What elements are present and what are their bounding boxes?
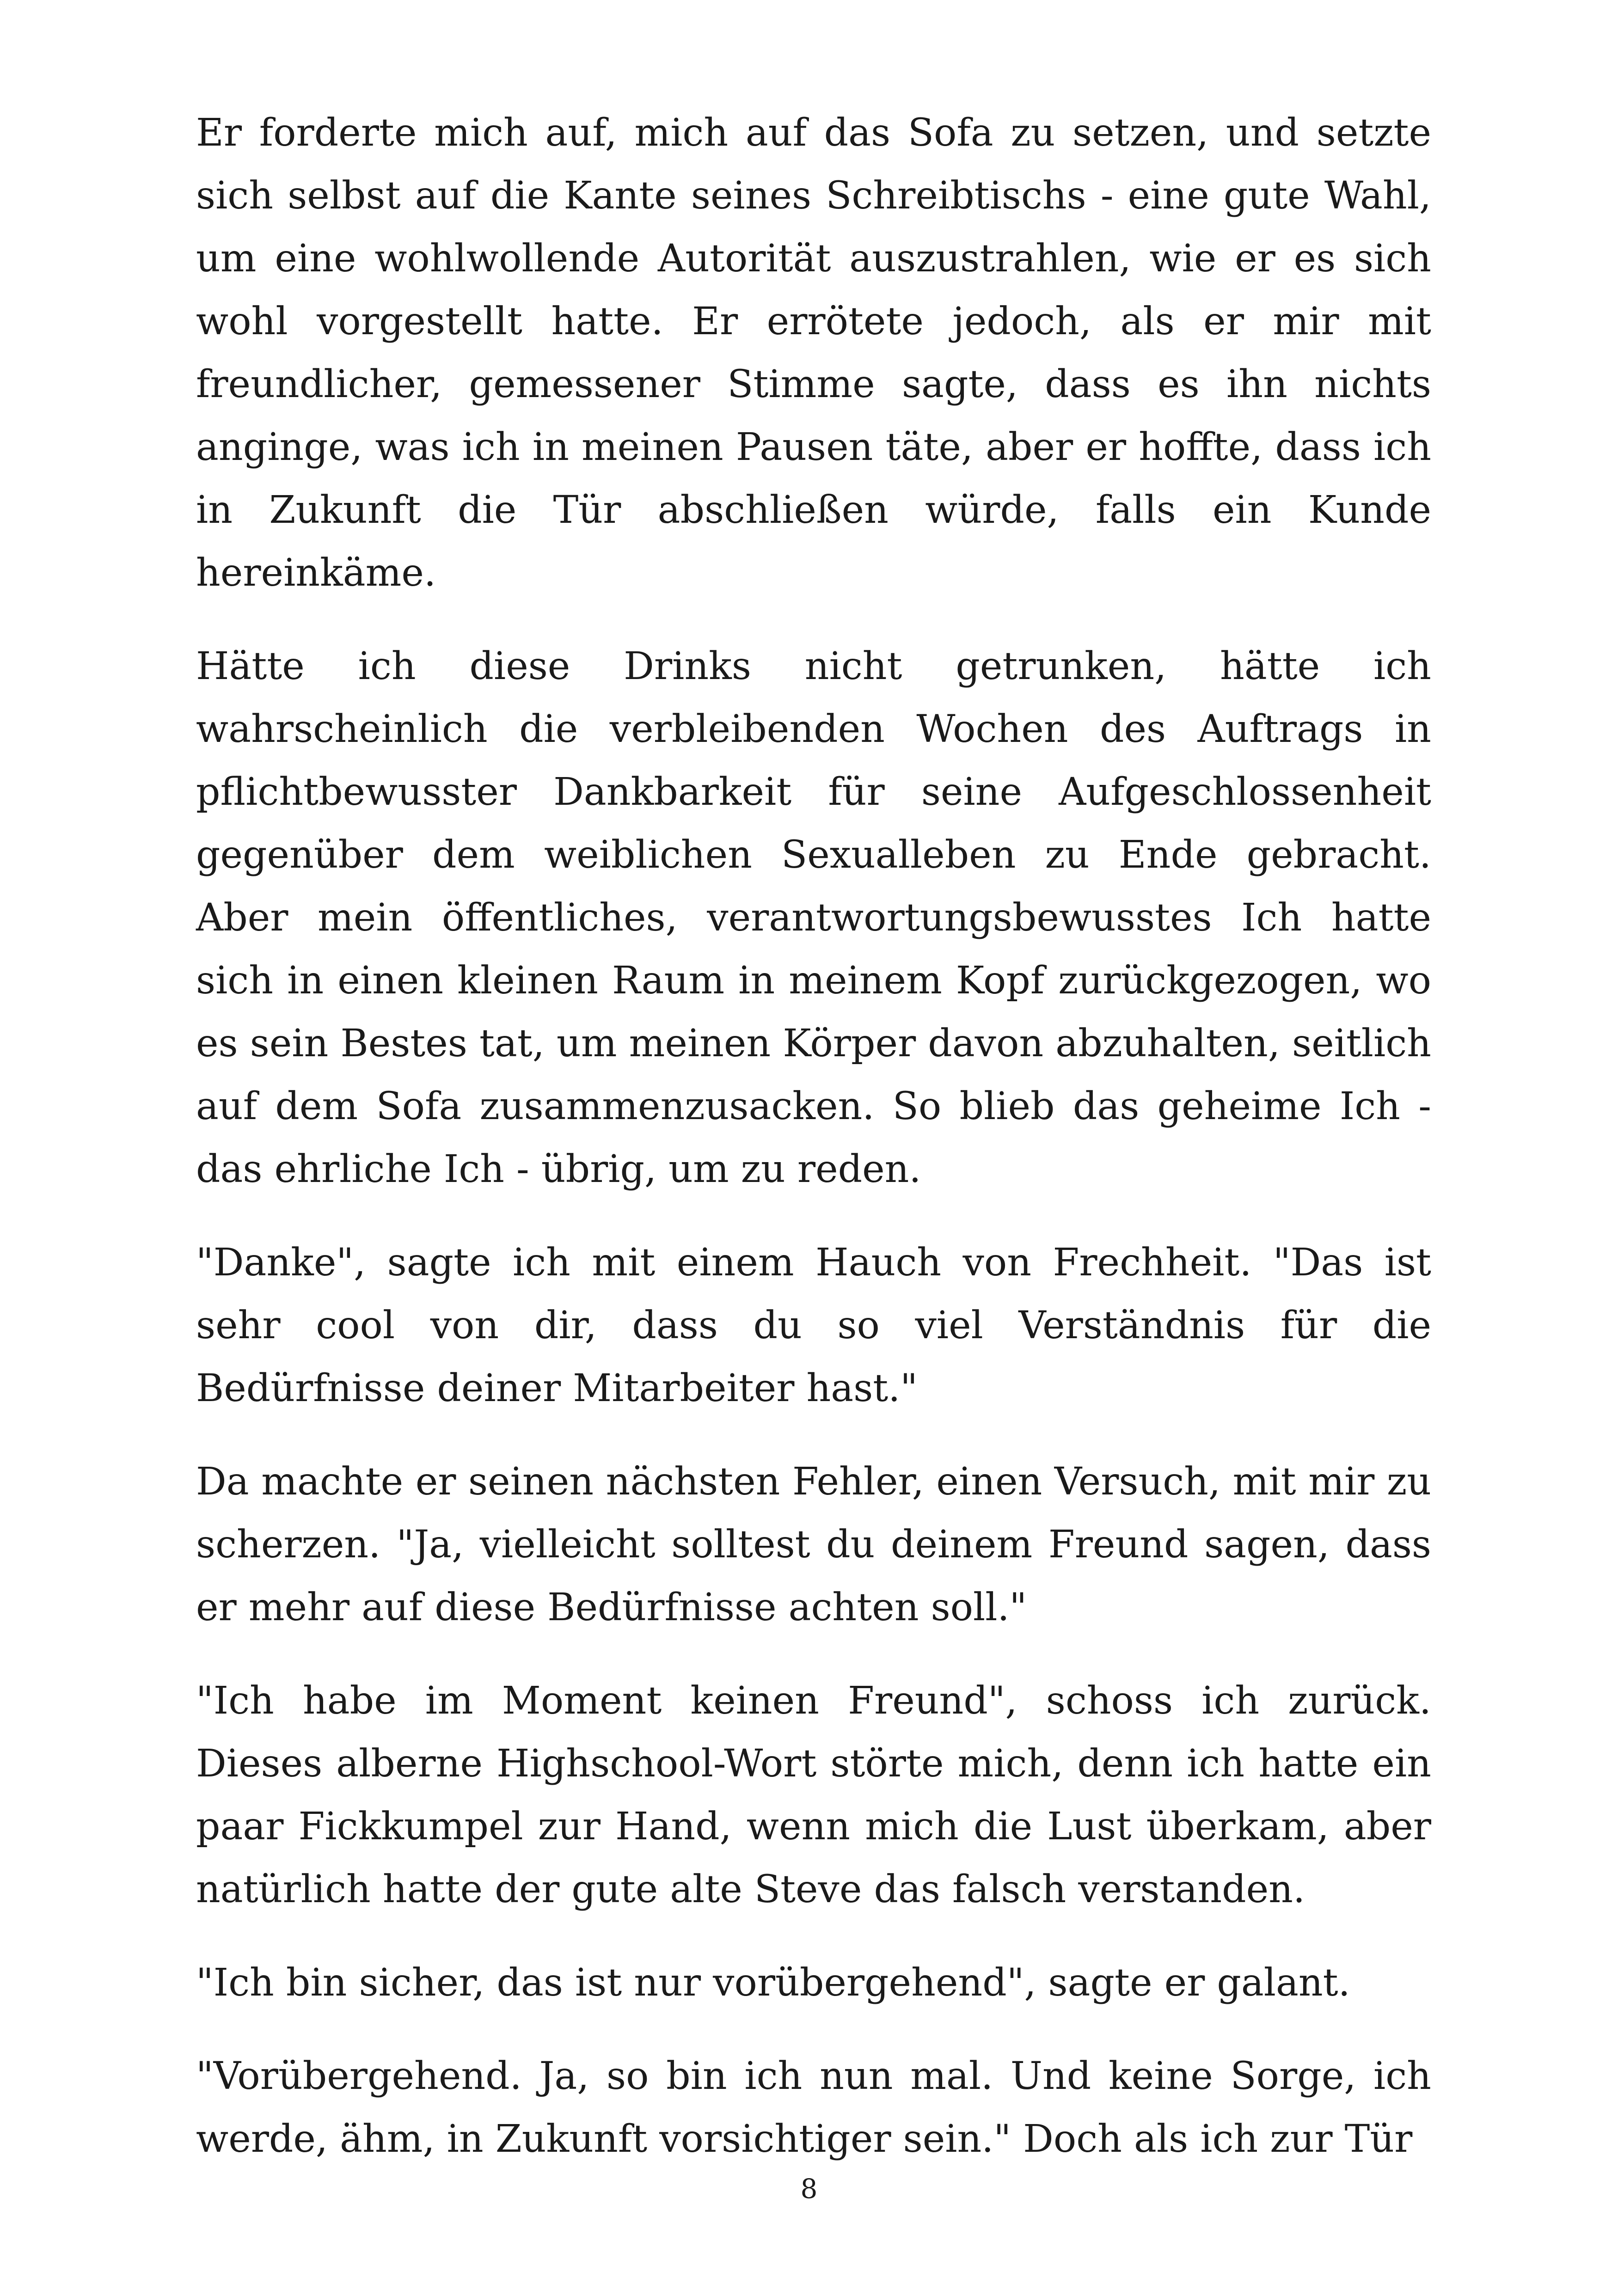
- body-text: [196, 102, 1431, 2201]
- paragraph-5: "Ich habe im Moment keinen Freund", schoss ich zurück. Dieses alberne Highschool-Wort störte mich, denn ich hatte ein paar Fickkumpel zur Hand, wenn mich die Lust überkam, aber natürlich hatte der gute alte Steve das falsch verstanden.: [196, 1679, 1431, 1911]
- paragraph-3: "Danke", sagte ich mit einem Hauch von Frechheit. "Das ist sehr cool von dir, dass du so viel Verständnis für die Bedürfnisse deiner Mitarbeiter hast.": [196, 1241, 1431, 1410]
- paragraph-7: "Vorübergehend. Ja, so bin ich nun mal. Und keine Sorge, ich werde, ähm, in Zukunft vorsichtiger sein." Doch als ich zur Tür: [196, 2054, 1431, 2161]
- page-number: 8: [800, 2173, 818, 2204]
- paragraph-2: Hätte ich diese Drinks nicht getrunken, hätte ich wahrscheinlich die verbleibenden Wochen des Auftrags in pflichtbewusster Dankbarkeit für seine Aufgeschlossenheit gegenüber dem weiblichen Sexualleben zu Ende gebracht. Aber mein öffentliches, verantwortungsbewusstes Ich hatte sich in einen kleinen Raum in meinem Kopf zurückgezogen, wo es sein Bestes tat, um meinen Körper davon abzuhalten, seitlich auf dem Sofa zusammenzusacken. So blieb das geheime Ich - das ehrliche Ich - übrig, um zu reden.: [196, 644, 1431, 1191]
- paragraph-4: Da machte er seinen nächsten Fehler, einen Versuch, mit mir zu scherzen. "Ja, vielleicht solltest du deinem Freund sagen, dass er mehr auf diese Bedürfnisse achten soll.": [196, 1460, 1431, 1629]
- paragraph-1: Er forderte mich auf, mich auf das Sofa zu setzen, und setzte sich selbst auf die Kante seines Schreibtischs - eine gute Wahl, um eine wohlwollende Autorität auszustrahlen, wie er es sich wohl vorgestellt hatte. Er errötete jedoch, als er mir mit freundlicher, gemessener Stimme sagte, dass es ihn nichts anginge, was ich in meinen Pausen täte, aber er hoffte, dass ich in Zukunft die Tür abschließen würde, falls ein Kunde hereinkäme.: [196, 111, 1431, 595]
- paragraph-6: "Ich bin sicher, das ist nur vorübergehend", sagte er galant.: [196, 1961, 1350, 2005]
